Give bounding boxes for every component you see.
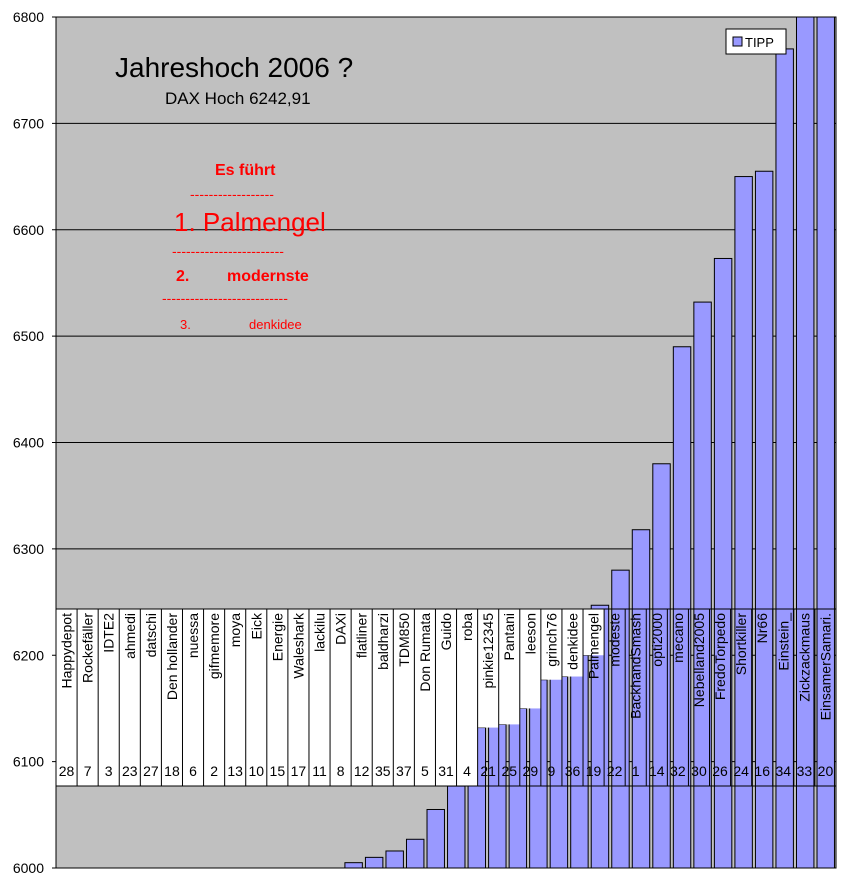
category-label: ahmedi xyxy=(121,613,138,659)
category-label: DAXi xyxy=(332,613,349,645)
rank-label: 18 xyxy=(164,763,180,779)
category-label: grinch76 xyxy=(543,613,560,667)
y-tick-label: 6600 xyxy=(12,221,44,238)
rank-label: 31 xyxy=(438,763,454,779)
legend-swatch xyxy=(733,37,742,46)
bar xyxy=(427,809,444,868)
rank-label: 33 xyxy=(796,763,813,779)
bar xyxy=(571,655,588,868)
bar xyxy=(776,49,793,868)
rank-label: 20 xyxy=(817,763,834,779)
rank-label: 1 xyxy=(631,763,640,779)
rank-label: 7 xyxy=(83,763,92,779)
category-label: Shortkiller xyxy=(733,613,750,676)
category-label: Palmengel xyxy=(585,613,602,680)
category-label: opti2000 xyxy=(648,613,665,667)
leader-heading: Es führt xyxy=(215,162,276,179)
category-label: IDTE2 xyxy=(100,613,117,653)
rank-label: 12 xyxy=(353,763,370,779)
category-label: datschi xyxy=(142,613,159,658)
y-tick-label: 6200 xyxy=(12,647,44,664)
bar xyxy=(694,302,711,868)
rank-label: 9 xyxy=(547,763,556,779)
bar xyxy=(489,724,506,868)
rank-label: 23 xyxy=(121,763,138,779)
rank-label: 6 xyxy=(189,763,197,779)
rank-2-number: 2. xyxy=(176,268,190,285)
category-label: Nr66 xyxy=(754,613,771,644)
category-label: TDM850 xyxy=(395,613,412,667)
y-tick-label: 6300 xyxy=(12,540,44,557)
y-tick-label: 6000 xyxy=(12,860,44,876)
rank-label: 26 xyxy=(712,763,728,779)
category-label: denkidee xyxy=(564,613,581,670)
y-tick-label: 6700 xyxy=(12,115,44,132)
rank-label: 8 xyxy=(336,763,345,779)
category-label: leeson xyxy=(522,613,539,655)
category-label: BackhandSmash xyxy=(627,613,644,719)
rank-1-label: 1. Palmengel xyxy=(174,207,326,237)
chart-subtitle: DAX Hoch 6242,91 xyxy=(165,89,311,108)
bar xyxy=(448,786,465,868)
category-label: Einstein_ xyxy=(775,613,792,671)
rank-label: 19 xyxy=(585,763,602,779)
rank-label: 36 xyxy=(564,763,581,779)
category-label: Eick xyxy=(248,613,265,640)
category-label: Happydepot xyxy=(58,613,75,689)
category-label: EinsamerSamari. xyxy=(817,613,834,721)
rank-label: 14 xyxy=(649,763,665,779)
bar xyxy=(365,857,382,868)
category-label: moya xyxy=(227,613,244,648)
bar xyxy=(406,839,423,868)
category-label: flatliner xyxy=(353,613,370,659)
separator-1: ------------------ xyxy=(190,186,274,202)
rank-label: 34 xyxy=(775,763,792,779)
category-label: modeste xyxy=(606,613,623,667)
category-label: Zickzackmaus xyxy=(796,613,813,702)
chart-title: Jahreshoch 2006 ? xyxy=(115,52,354,83)
category-label: gifmemore xyxy=(206,613,223,680)
bar xyxy=(509,708,526,868)
bar xyxy=(673,347,690,868)
category-label: baldharzi xyxy=(374,613,391,670)
bar xyxy=(817,17,834,868)
rank-label: 4 xyxy=(463,763,471,779)
rank-label: 22 xyxy=(606,763,623,779)
separator-3: --------------------------- xyxy=(162,290,288,306)
rank-label: 25 xyxy=(501,763,518,779)
rank-3-name: denkidee xyxy=(249,317,302,332)
y-tick-label: 6500 xyxy=(12,328,44,345)
y-tick-label: 6100 xyxy=(12,753,44,770)
separator-2: ------------------------ xyxy=(172,243,284,259)
rank-label: 17 xyxy=(290,763,307,779)
rank-label: 10 xyxy=(248,763,265,779)
rank-label: 21 xyxy=(480,763,496,779)
category-label: Rockefäller xyxy=(79,613,96,684)
legend-label: TIPP xyxy=(745,35,774,50)
y-tick-label: 6400 xyxy=(12,434,44,451)
bar xyxy=(345,863,362,868)
rank-label: 15 xyxy=(269,763,286,779)
rank-label: 5 xyxy=(421,763,429,779)
category-label: FredoTorpedo xyxy=(712,613,729,701)
rank-label: 16 xyxy=(754,763,771,779)
rank-3-number: 3. xyxy=(180,317,191,332)
category-label: Pantani xyxy=(501,613,518,661)
category-label: Nebelland2005 xyxy=(690,613,707,708)
rank-label: 29 xyxy=(522,763,539,779)
rank-label: 32 xyxy=(670,763,686,779)
category-label: pinkie12345 xyxy=(480,613,497,689)
category-label: roba xyxy=(459,613,476,642)
category-label: Energie xyxy=(269,613,286,662)
category-label: Den hollander xyxy=(163,613,180,701)
y-tick-label: 6800 xyxy=(12,9,44,25)
rank-2-name: modernste xyxy=(227,268,309,285)
legend xyxy=(726,29,786,54)
rank-label: 11 xyxy=(312,763,327,779)
category-label: Waleshark xyxy=(290,613,307,679)
category-label: Don Rumata xyxy=(416,613,433,692)
category-label: mecano xyxy=(669,613,686,663)
bar xyxy=(796,17,813,868)
rank-label: 37 xyxy=(396,763,412,779)
rank-label: 30 xyxy=(691,763,707,779)
rank-label: 27 xyxy=(143,763,159,779)
rank-label: 3 xyxy=(104,763,113,779)
rank-label: 24 xyxy=(733,763,749,779)
rank-label: 13 xyxy=(227,763,243,779)
y-axis xyxy=(13,9,56,876)
rank-label: 28 xyxy=(58,763,75,779)
category-label: lackilu xyxy=(311,613,328,652)
category-label: nuessa xyxy=(185,613,202,659)
rank-label: 35 xyxy=(374,763,391,779)
bar xyxy=(386,851,403,868)
category-label: Guido xyxy=(438,613,454,651)
rank-label: 2 xyxy=(210,763,219,779)
